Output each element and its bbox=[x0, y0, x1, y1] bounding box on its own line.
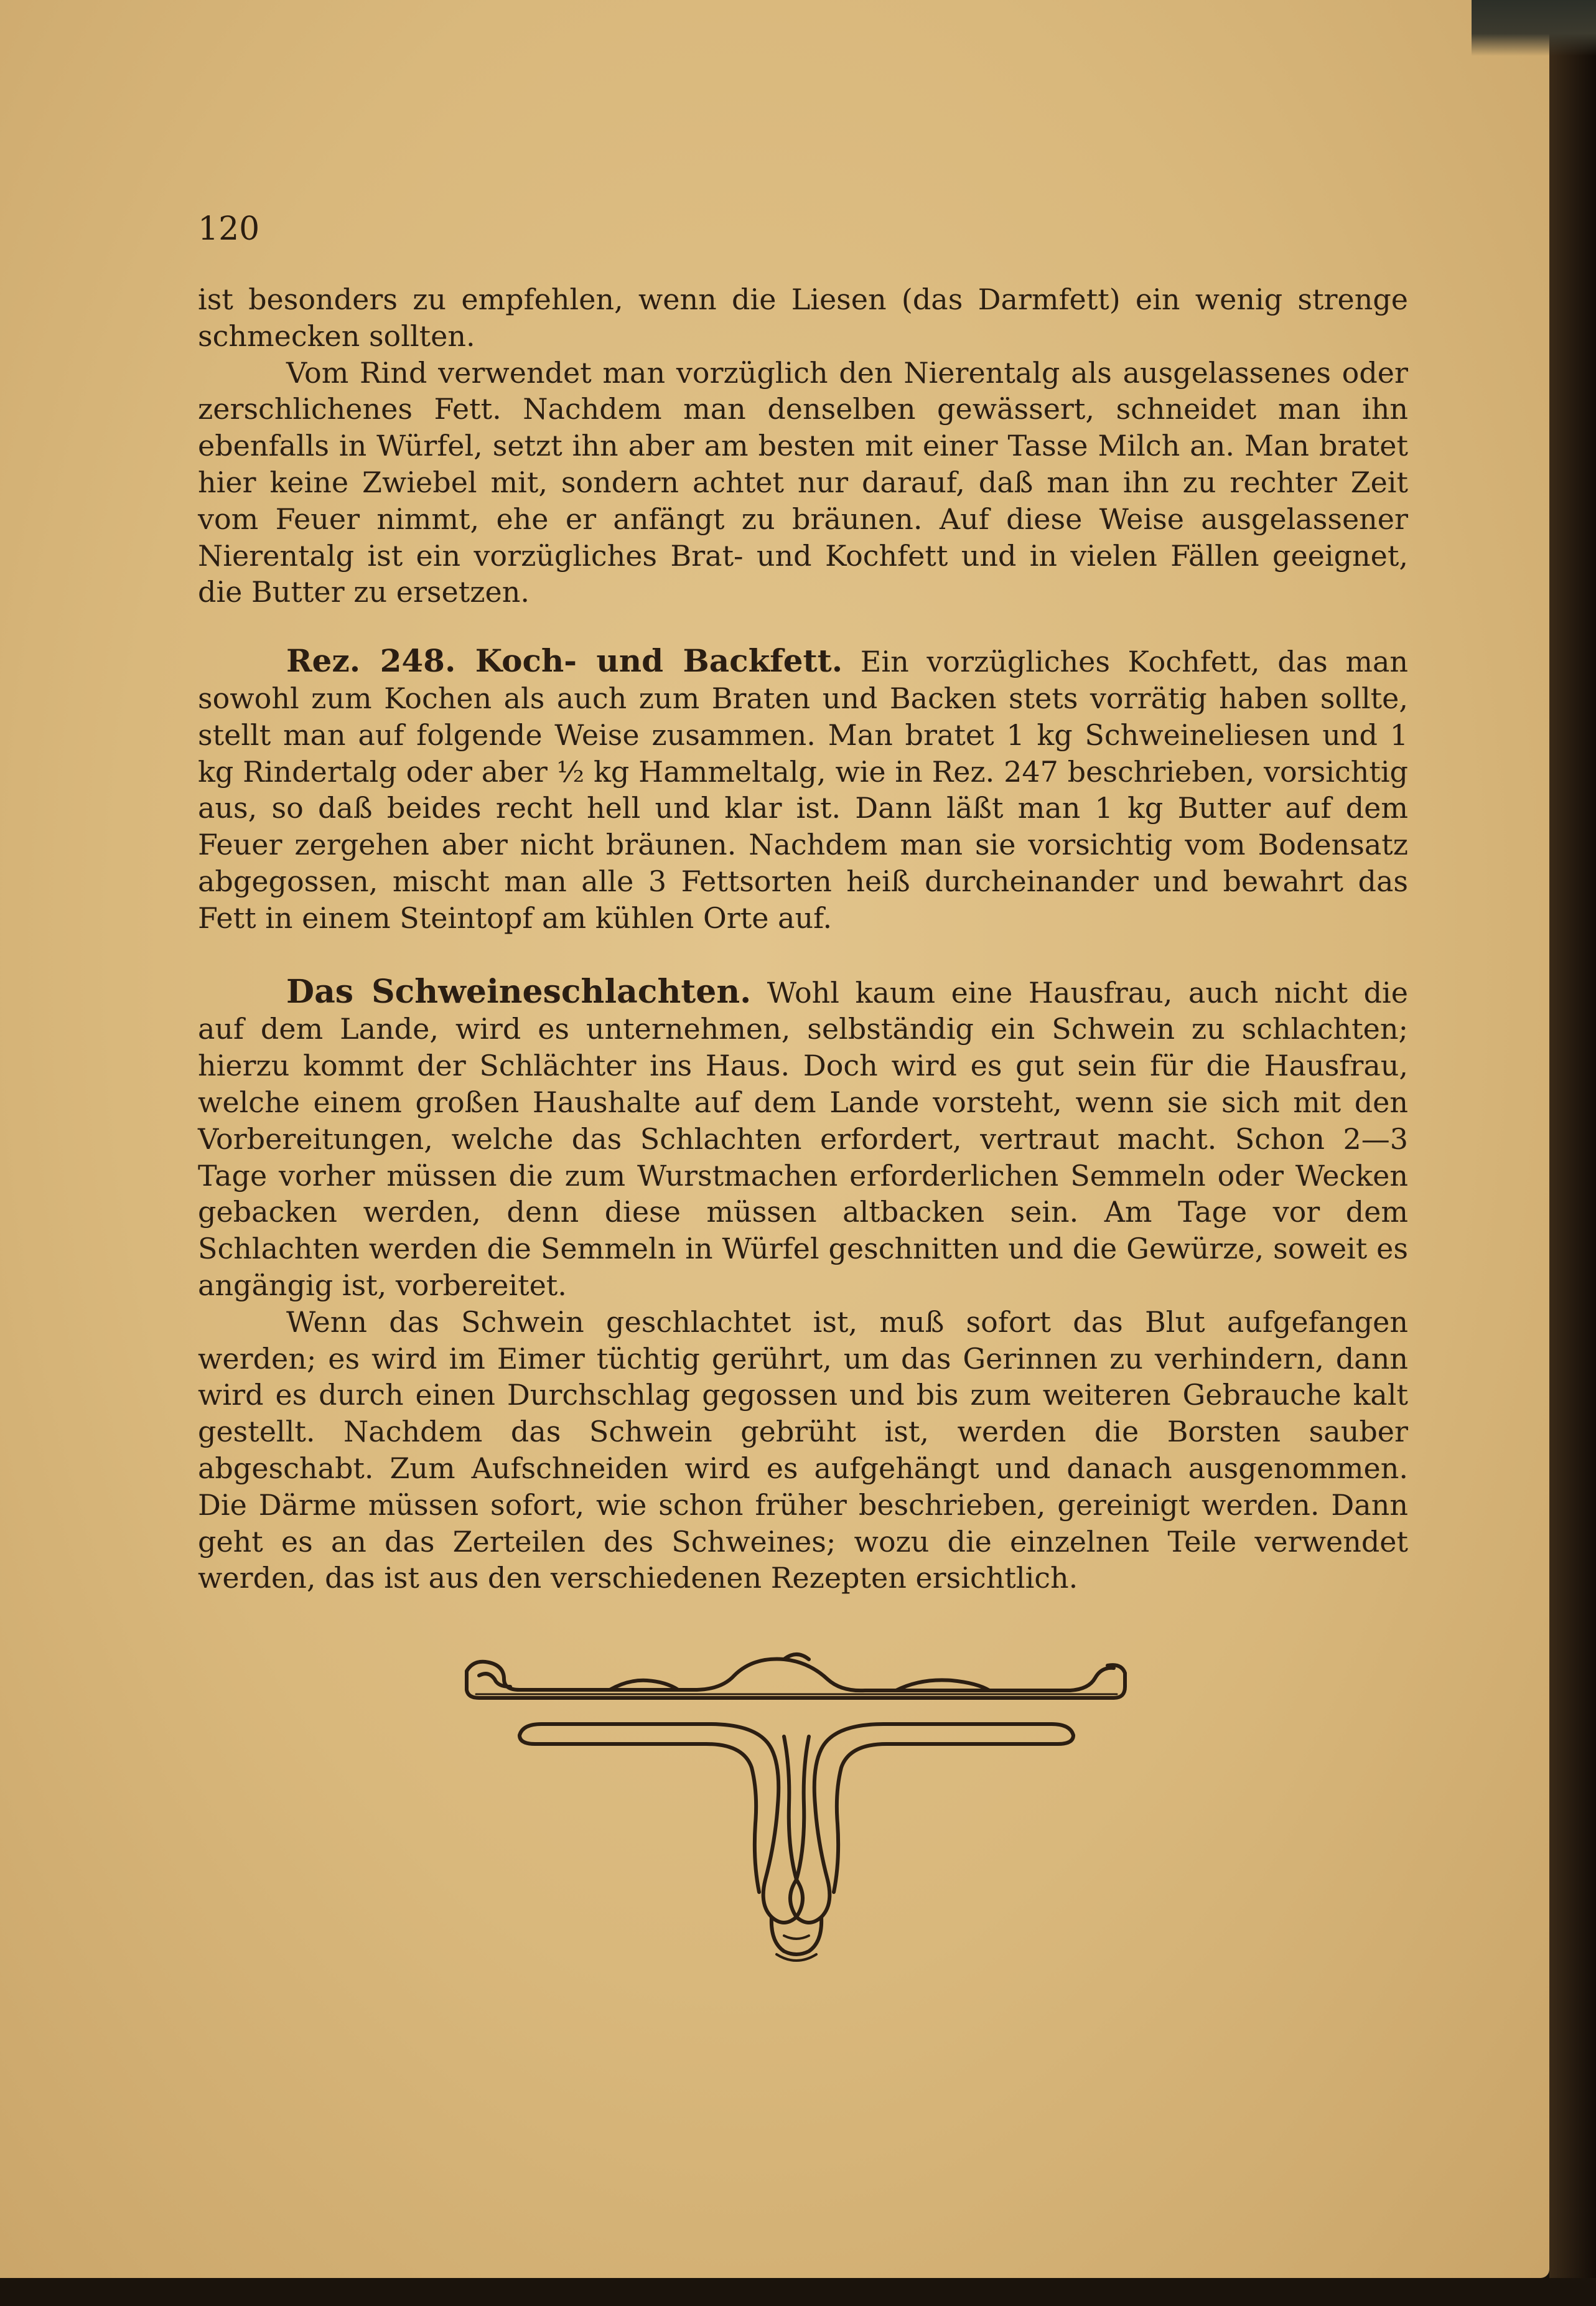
recipe-248-heading: Rez. 248. Koch- und Backfett. bbox=[286, 642, 843, 680]
paragraph-schweineschlachten bbox=[198, 974, 1408, 1304]
page-number: 120 bbox=[198, 210, 260, 248]
book-corner-shadow bbox=[1472, 0, 1596, 56]
paragraph-liesen: ist besonders zu empfehlen, wenn die Liesen (das Darmfett) ein wenig strenge schmecken sollten. bbox=[198, 283, 1408, 353]
recipe-248-text: Ein vorzügliches Kochfett, das man sowohl zum Kochen als auch zum Braten und Backen stets vorrätig haben sollte, stellt man auf folgende Weise zusammen. Man bratet 1 kg Schweineliesen und 1 kg Rindertalg oder aber ½ kg Hammeltalg, wie in Rez. 247 beschrieben, vorsichtig aus, so daß beides recht hell und klar ist. Dann läßt man 1 kg Butter auf dem Feuer zergehen aber nicht bräunen. Nachdem man sie vorsichtig vom Bodensatz abgegossen, mischt man alle 3 Fettsorten heiß durcheinander und bewahrt das Fett in einem Steintopf am kühlen Orte auf. bbox=[198, 645, 1408, 935]
paragraph-blut: Wenn das Schwein geschlachtet ist, muß sofort das Blut aufgefangen werden; es wird im Eimer tüchtig gerührt, um das Gerinnen zu verhindern, dann wird es durch einen Durchschlag gegossen und bis zum weiteren Gebrauche kalt gestellt. Nachdem das Schwein gebrüht ist, werden die Borsten sauber abgeschabt. Zum Aufschneiden wird es aufgehängt und danach ausgenommen. Die Därme müssen sofort, wie schon früher beschrieben, gereinigt werden. Dann geht es an das Zerteilen des Schweines; wozu die einzelnen Teile verwendet werden, das ist aus den verschiedenen Rezepten ersichtlich. bbox=[198, 1305, 1408, 1595]
scan-bottom-edge bbox=[0, 2278, 1596, 2306]
schweineschlachten-text: Wohl kaum eine Hausfrau, auch nicht die auf dem Lande, wird es unternehmen, selbständig ein Schwein zu schlachten; hierzu kommt der Schlächter ins Haus. Doch wird es gut sein für die Hausfrau, welche einem großen Haushalte auf dem Lande vorsteht, wenn sie sich mit den Vorbereitungen, welche das Schlachten erfordert, vertraut macht. Schon 2—3 Tage vorher müssen die zum Wurstmachen erforderlichen Semmeln oder Wecken gebacken werden, denn diese müssen altbacken sein. Am Tage vor dem Schlachten werden die Semmeln in Würfel geschnitten und die Gewürze, soweit es angängig ist, vorbereitet. bbox=[198, 975, 1408, 1302]
art-nouveau-tailpiece-icon bbox=[460, 1643, 1132, 1967]
body-text bbox=[198, 281, 1408, 1596]
book-spine-edge bbox=[1549, 0, 1596, 2306]
schweineschlachten-heading: Das Schweineschlachten. bbox=[286, 972, 752, 1011]
paragraph-recipe-248 bbox=[198, 643, 1408, 936]
paragraph-nierentalg: Vom Rind verwendet man vorzüglich den Nierentalg als ausgelassenes oder zerschlichenes Fett. Nachdem man denselben gewässert, schneidet man ihn ebenfalls in Würfel, setzt ihn aber am besten mit einer Tasse Milch an. Man bratet hier keine Zwiebel mit, sondern achtet nur darauf, daß man ihn zu rechter Zeit vom Feuer nimmt, ehe er anfängt zu bräunen. Auf diese Weise ausgelassener Nierentalg ist ein vorzügliches Brat- und Kochfett und in vielen Fällen geeignet, die Butter zu ersetzen. bbox=[198, 355, 1408, 609]
